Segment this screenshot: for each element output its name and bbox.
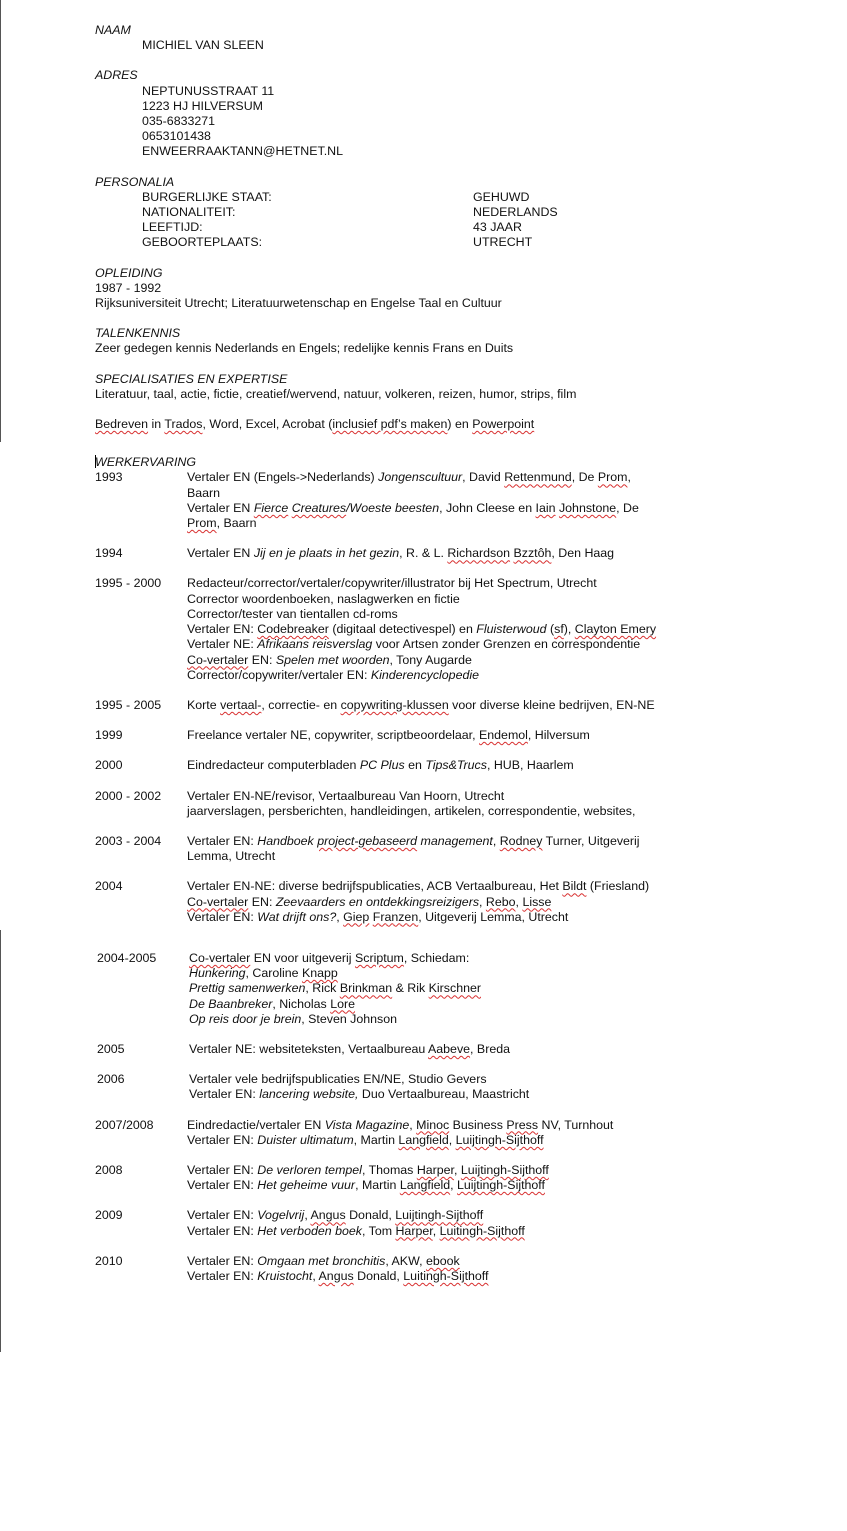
personalia-row — [95, 235, 835, 250]
text-run: , Rick — [305, 981, 340, 996]
spell-flag-word: Brinkman — [339, 981, 393, 996]
spell-flag-word: Prom — [187, 516, 217, 531]
spell-flag-word: Giep — [343, 909, 370, 924]
text-run: voor diverse kleine bedrijven, EN-NE — [448, 697, 655, 712]
spell-flag-word: Harper — [416, 1162, 455, 1177]
title-run: Tips&Trucs — [425, 758, 487, 773]
text-run: Eindredacteur computerbladen — [187, 758, 360, 773]
address-city: 1223 HJ HILVERSUM — [142, 98, 263, 113]
text-run: Vertaler EN: — [187, 1162, 258, 1177]
text-run: Vertaler EN (Engels->Nederlands) — [187, 470, 379, 485]
work-item — [189, 1012, 835, 1027]
spell-flag-word: Luitingh-Sijthoff — [439, 1223, 525, 1238]
personalia-value: GEHUWD — [473, 189, 530, 204]
work-item — [187, 501, 835, 516]
work-entry-2006 — [95, 1072, 835, 1102]
page-margin-line-bottom — [0, 930, 1, 1352]
work-item — [187, 1118, 835, 1133]
work-item — [187, 879, 835, 894]
text-run: , Tom — [361, 1223, 396, 1238]
work-item — [187, 910, 835, 925]
text-run: , Tony — [389, 652, 426, 667]
text-run: , Uitgeverij Lemma, Utrecht — [418, 909, 569, 924]
section-title-talenkennis: TALENKENNIS — [95, 326, 181, 341]
work-year: 2003 - 2004 — [95, 833, 162, 848]
title-run: Het verboden boek — [257, 1223, 362, 1238]
spell-flag-word: Luijtingh-Sijthoff — [457, 1178, 545, 1193]
text-run: , R. & L. — [399, 546, 448, 561]
text-run: Vertaler EN: — [187, 622, 258, 637]
text-run: Vertaler NE: websiteteksten, Vertaalbureau — [189, 1041, 429, 1056]
work-item — [189, 1087, 835, 1102]
work-item — [187, 622, 835, 637]
text-run: , Nicholas — [272, 996, 331, 1011]
text-run: Korte — [187, 697, 221, 712]
work-year: 2008 — [95, 1162, 123, 1177]
text-run: Augarde — [425, 652, 472, 667]
spell-flag-title: Fierce — [253, 500, 289, 515]
work-year: 1999 — [95, 728, 123, 743]
title-run: Vogelvrij — [257, 1208, 305, 1223]
text-run: , — [336, 909, 344, 924]
work-item — [187, 637, 835, 652]
text-run: , HUB, Haarlem — [486, 758, 574, 773]
work-year: 2004 — [95, 879, 123, 894]
text-run: Vertaler EN: — [187, 1132, 258, 1147]
spell-flag-title: Creatures — [291, 500, 347, 515]
text-run: , Baarn — [216, 516, 257, 531]
text-run: Turner, Uitgeverij — [542, 833, 640, 848]
work-entry-2008 — [95, 1163, 835, 1193]
section-werkervaring — [95, 455, 835, 1284]
title-run: Hunkering — [189, 966, 246, 981]
title-run: Afrikaans reisverslag — [257, 637, 373, 652]
work-item — [187, 1224, 835, 1239]
text-run: NV, Turnhout — [538, 1117, 614, 1132]
text-run: EN: — [248, 894, 276, 909]
title-run: management — [417, 833, 493, 848]
text-run: , De — [616, 500, 639, 515]
text-run: EN voor uitgeverij — [250, 950, 355, 965]
work-item — [187, 1133, 835, 1148]
work-item: jaarverslagen, persberichten, handleidingen, artikelen, correspondentie, websites, — [187, 803, 636, 818]
personalia-row — [95, 190, 835, 205]
spell-flag-word: Harper — [395, 1223, 433, 1238]
section-title-naam: NAAM — [95, 23, 131, 37]
title-run: Handboek — [257, 833, 318, 848]
text-run: , Martin — [353, 1132, 399, 1147]
text-run: , correctie- en — [261, 697, 341, 712]
work-year: 1995 - 2000 — [95, 576, 162, 591]
title-run: De Baanbreker — [189, 996, 273, 1011]
text-run: Vertaler EN: — [187, 1223, 258, 1238]
spell-flag-word: Bildt — [562, 879, 587, 894]
spell-flag-word: Rodney — [499, 833, 543, 848]
spell-flag-word: Minoc — [416, 1117, 450, 1132]
cv-document — [95, 23, 835, 1284]
text-run: Vertaler EN-NE: diverse bedrijfspublicaties, ACB Vertaalbureau, Het — [187, 879, 563, 894]
text-run: , John Cleese en — [439, 500, 536, 515]
work-entry-1994 — [95, 546, 835, 561]
title-run: Wat drijft ons? — [257, 909, 337, 924]
work-entry-2004-2005 — [95, 951, 835, 1027]
work-item — [187, 470, 835, 485]
section-title-text: WERKERVARING — [95, 455, 196, 470]
work-item: Vertaler vele bedrijfspublicaties EN/NE, Studio Gevers — [189, 1072, 487, 1087]
specialisaties-text: Literatuur, taal, actie, fictie, creatief/wervend, natuur, volkeren, reizen, humor, strips, film — [95, 386, 577, 401]
work-entry-2005 — [95, 1042, 835, 1057]
text-run: Vertaler EN: — [187, 1208, 258, 1223]
spell-flag-word: Co-vertaler — [189, 950, 251, 965]
section-specialisaties — [95, 372, 835, 433]
text-run: , David — [462, 470, 505, 485]
work-entry-1993 — [95, 470, 835, 531]
text-run: , Martin — [355, 1178, 400, 1193]
section-title-werkervaring — [95, 455, 835, 470]
work-item — [189, 1042, 835, 1057]
work-entry-1999 — [95, 728, 835, 743]
spell-flag-word: Rebo — [485, 894, 516, 909]
text-run: voor Artsen zonder Grenzen en correspondentie — [372, 637, 641, 652]
name-value: MICHIEL VAN SLEEN — [142, 38, 264, 53]
text-run: EN: — [248, 652, 276, 667]
work-item: Baarn — [187, 485, 221, 500]
spell-flag-word: Luijtingh-Sijthoff — [455, 1132, 544, 1147]
text-run: Vertaler EN: — [187, 833, 258, 848]
work-item — [187, 1254, 835, 1269]
text-run: , — [492, 833, 500, 848]
work-item: Redacteur/corrector/vertaler/copywriter/illustrator bij Het Spectrum, Utrecht — [187, 576, 597, 591]
work-item — [187, 834, 835, 849]
spell-flag-word: Luitingh-Sijthoff — [403, 1268, 489, 1283]
text-run: , — [304, 1208, 311, 1223]
section-talenkennis — [95, 326, 835, 356]
work-year: 2000 — [95, 758, 123, 773]
text-run: Vertaler EN: — [187, 1268, 258, 1283]
work-item — [187, 728, 835, 743]
personalia-label: GEBOORTEPLAATS: — [142, 235, 263, 250]
spell-flag-word: Luijtingh-Sijthoff — [460, 1162, 549, 1177]
title-run: lancering website, — [259, 1087, 359, 1102]
work-item: Corrector/tester van tientallen cd-roms — [187, 606, 398, 621]
work-year: 1994 — [95, 546, 123, 561]
spell-flag-word: Co-vertaler — [187, 652, 249, 667]
work-item — [189, 951, 835, 966]
spell-flag-word: Luijtingh-Sijthoff — [395, 1208, 484, 1223]
text-run: Vertaler EN: — [187, 1253, 258, 1268]
text-run: ( — [546, 622, 555, 637]
title-run: Kinderencyclopedie — [370, 667, 479, 682]
spell-flag-word: Press — [506, 1117, 539, 1132]
spell-flag-word: Prom — [597, 470, 628, 485]
work-year: 2006 — [97, 1072, 125, 1087]
work-item — [187, 1269, 835, 1284]
work-entry-2000-2002 — [95, 789, 835, 819]
text-run: in — [148, 417, 165, 432]
title-run: De verloren tempel — [257, 1162, 362, 1177]
section-title-personalia: PERSONALIA — [95, 174, 175, 189]
text-run: Vertaler NE: — [187, 637, 258, 652]
personalia-label: NATIONALITEIT: — [142, 205, 236, 220]
title-run: Fluisterwoud — [476, 622, 547, 637]
text-run: en — [404, 758, 426, 773]
section-naam — [95, 23, 835, 53]
spell-flag-word: Clayton Emery — [574, 622, 657, 637]
spell-flag-word: inclusief pdf’s maken — [332, 417, 448, 432]
spell-flag-word: Langfield — [399, 1178, 451, 1193]
work-item — [187, 516, 835, 531]
work-year: 2004-2005 — [97, 950, 157, 965]
work-year: 2009 — [95, 1208, 123, 1223]
spell-flag-word: Bedreven — [95, 417, 149, 432]
text-run: Vertaler EN — [187, 546, 254, 561]
title-run: PC Plus — [359, 758, 405, 773]
text-run: , — [409, 1117, 417, 1132]
text-run: (Friesland) — [586, 879, 650, 894]
title-run: Zeevaarders en ontdekkingsreizigers — [275, 894, 480, 909]
text-run: Corrector/copywriter/vertaler EN: — [187, 667, 371, 682]
personalia-value: UTRECHT — [473, 235, 533, 250]
title-run: Duister ultimatum — [257, 1132, 354, 1147]
work-year: 2005 — [97, 1041, 125, 1056]
spell-flag-word: vertaal- — [220, 697, 262, 712]
spell-flag-word: Scriptum — [354, 950, 404, 965]
spell-flag-word: Franzen — [372, 909, 419, 924]
work-entry-2000 — [95, 758, 835, 773]
text-run: , Schiedam: — [403, 950, 470, 965]
address-email: ENWEERRAAKTANN@HETNET.NL — [142, 144, 343, 159]
personalia-row — [95, 205, 835, 220]
work-item — [189, 997, 835, 1012]
personalia-row — [95, 220, 835, 235]
section-title-adres: ADRES — [95, 68, 138, 83]
text-run: , Steven Johnson — [301, 1011, 398, 1026]
text-run: ), — [563, 622, 575, 637]
work-item: Corrector woordenboeken, naslagwerken en fictie — [187, 591, 460, 606]
personalia-value: 43 JAAR — [473, 220, 522, 235]
title-run: Jongenscultuur — [378, 470, 463, 485]
spell-flag-word: Knapp — [301, 966, 338, 981]
text-run: , — [448, 1132, 456, 1147]
personalia-label: BURGERLIJKE STAAT: — [142, 189, 272, 204]
title-run: Kruistocht — [257, 1268, 313, 1283]
text-run: Donald, — [345, 1208, 396, 1223]
address-street: NEPTUNUSSTRAAT 11 — [142, 83, 275, 98]
work-item — [187, 698, 835, 713]
spell-flag-word: Angus — [318, 1268, 354, 1283]
work-entry-2004 — [95, 879, 835, 925]
work-item: Lemma, Utrecht — [187, 849, 276, 864]
work-entry-2003-2004 — [95, 834, 835, 864]
work-year: 1995 - 2005 — [95, 697, 162, 712]
work-item — [187, 758, 835, 773]
work-item — [187, 546, 835, 561]
title-run: Jij en je plaats in het gezin — [253, 546, 400, 561]
text-run: Vertaler EN — [187, 500, 254, 515]
spell-flag-word: sf — [554, 622, 564, 637]
spell-flag-word: Angus — [310, 1208, 346, 1223]
title-run: Vista Magazine — [324, 1117, 410, 1132]
text-run: , Word, Excel, Acrobat ( — [202, 417, 333, 432]
work-year: 2000 - 2002 — [95, 788, 162, 803]
work-entry-2009 — [95, 1208, 835, 1238]
page-margin-line-top — [0, 0, 1, 442]
personalia-value: NEDERLANDS — [473, 205, 558, 220]
text-run: , Breda — [470, 1041, 510, 1056]
title-run: Omgaan met bronchitis — [257, 1253, 386, 1268]
text-run: , Thomas — [361, 1162, 417, 1177]
text-run: , — [627, 470, 631, 485]
spell-flag-word: Co-vertaler — [187, 894, 249, 909]
text-run: , — [454, 1162, 461, 1177]
spell-flag-word: Endemol — [479, 728, 528, 743]
text-run: , Den Haag — [551, 546, 615, 561]
work-item — [187, 653, 835, 668]
spell-flag-word: Bzztôh — [513, 546, 552, 561]
title-run: Op reis door je brein — [189, 1011, 302, 1026]
work-entry-2010 — [95, 1254, 835, 1284]
spell-flag-word: Lore — [330, 996, 356, 1011]
work-item — [187, 1178, 835, 1193]
spell-flag-word: Johnstone — [558, 500, 617, 515]
title-run: Het geheime vuur — [257, 1178, 356, 1193]
work-item — [187, 895, 835, 910]
work-item — [187, 1208, 835, 1223]
text-run: , — [312, 1268, 319, 1283]
section-personalia — [95, 175, 835, 251]
text-run: , De — [571, 470, 598, 485]
spell-flag-word: copywriting-klussen — [340, 697, 449, 712]
tools-line — [95, 417, 835, 432]
text-run: Vertaler EN: — [187, 1178, 258, 1193]
work-item: Vertaler EN-NE/revisor, Vertaalbureau Van Hoorn, Utrecht — [187, 788, 505, 803]
work-entry-2007-2008 — [95, 1118, 835, 1148]
text-run: , — [479, 894, 486, 909]
text-run: Eindredactie/vertaler EN — [187, 1117, 325, 1132]
spell-flag-word: Langfield — [398, 1132, 449, 1147]
opleiding-years: 1987 - 1992 — [95, 280, 162, 295]
spell-flag-word: ebook — [425, 1253, 460, 1268]
title-run: /Woeste beesten — [346, 500, 440, 515]
text-run: & Rik — [392, 981, 429, 996]
spell-flag-word: Trados — [164, 417, 203, 432]
text-run: Donald, — [353, 1268, 404, 1283]
address-phone: 035-6833271 — [142, 114, 216, 129]
spell-flag-word: Powerpoint — [472, 417, 535, 432]
section-opleiding — [95, 266, 835, 312]
section-title-specialisaties: SPECIALISATIES EN EXPERTISE — [95, 371, 288, 386]
text-run: Freelance vertaler NE, copywriter, scriptbeoordelaar, — [187, 728, 479, 743]
work-entry-1995-2005 — [95, 698, 835, 713]
spell-flag-word: Rettenmund — [504, 470, 572, 485]
spell-flag-word: Iain — [535, 500, 556, 515]
work-item — [187, 1163, 835, 1178]
title-run: Spelen met woorden — [275, 652, 390, 667]
personalia-label: LEEFTIJD: — [142, 220, 203, 235]
text-run: , — [515, 894, 523, 909]
address-mobile: 0653101438 — [142, 129, 211, 144]
opleiding-text: Rijksuniversiteit Utrecht; Literatuurwetenschap en Engelse Taal en Cultuur — [95, 296, 502, 311]
work-year: 2007/2008 — [95, 1117, 154, 1132]
spell-flag-word: Kirschner — [428, 981, 481, 996]
work-item — [189, 981, 835, 996]
work-item — [187, 668, 835, 683]
text-run: , — [432, 1223, 440, 1238]
work-year: 2010 — [95, 1253, 123, 1268]
title-run: Prettig samenwerken — [189, 981, 306, 996]
talenkennis-text: Zeer gedegen kennis Nederlands en Engels; redelijke kennis Frans en Duits — [95, 341, 514, 356]
section-adres — [95, 68, 835, 159]
work-item — [189, 966, 835, 981]
text-run: , Caroline — [245, 966, 302, 981]
text-run: Vertaler EN: — [187, 909, 258, 924]
text-run: , AKW, — [385, 1253, 426, 1268]
text-run: (digitaal detectivespel) en — [328, 622, 477, 637]
work-entry-1995-2000 — [95, 576, 835, 682]
spell-flag-word: Lisse — [522, 894, 552, 909]
text-run: Vertaler EN: — [189, 1087, 260, 1102]
text-run: , — [450, 1178, 458, 1193]
spell-flag-title: project-gebaseerd — [317, 833, 418, 848]
spell-flag-word: Codebreaker — [257, 622, 329, 637]
text-run: , Hilversum — [527, 728, 590, 743]
text-run: Business — [449, 1117, 507, 1132]
work-year: 1993 — [95, 470, 123, 485]
spell-flag-word: Richardson — [447, 546, 511, 561]
text-run: Duo Vertaalbureau, Maastricht — [358, 1087, 530, 1102]
text-run: ) en — [447, 417, 473, 432]
section-title-opleiding: OPLEIDING — [95, 265, 163, 280]
spell-flag-word: Aabeve — [428, 1041, 471, 1056]
